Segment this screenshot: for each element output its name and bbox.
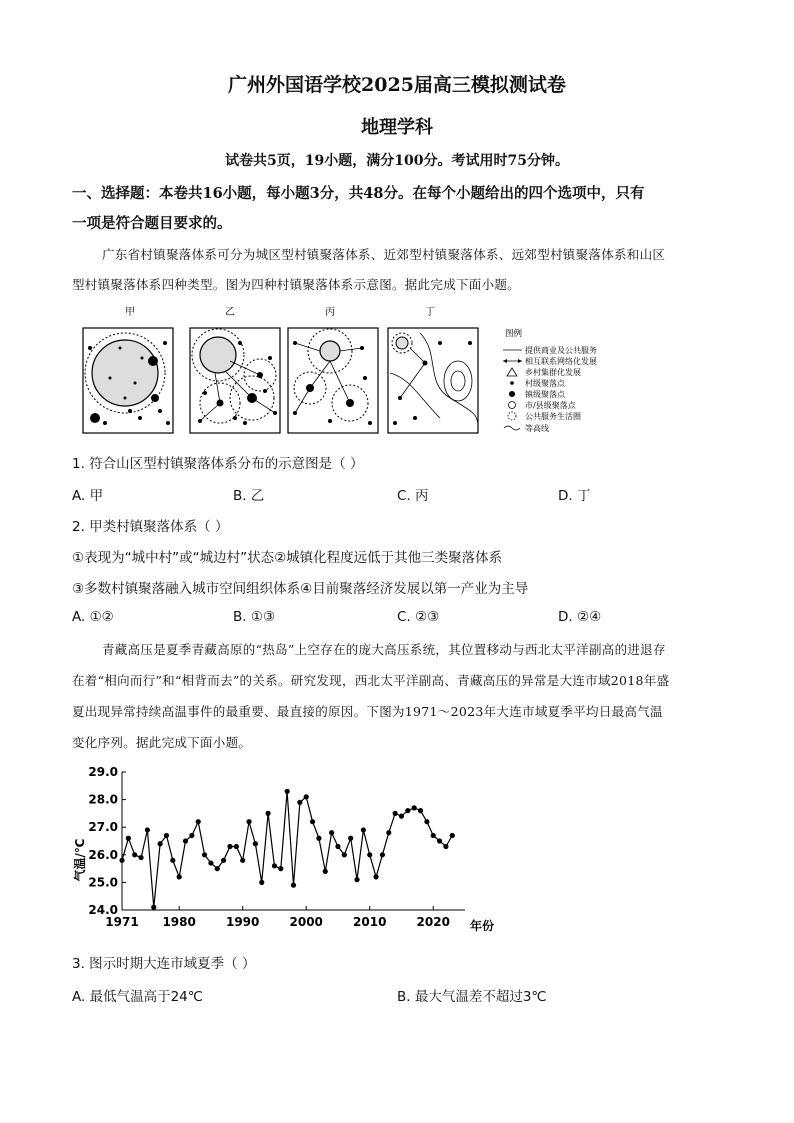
chart-axes — [122, 772, 465, 910]
data-point — [126, 836, 131, 841]
data-point — [158, 841, 163, 846]
x-axis-label: 年份 — [470, 919, 495, 933]
diagram-bing — [288, 328, 378, 433]
q1-option-a[interactable]: A. 甲 — [72, 488, 104, 504]
data-point — [259, 880, 264, 885]
data-point — [304, 794, 309, 799]
q2-statement-line1: ①表现为“城中村”或“城边村”状态②城镇化程度远低于其他三类聚落体系 — [72, 550, 503, 566]
settlement-diagram — [80, 303, 640, 448]
passage2-line3: 夏出现异常持续高温事件的最重要、最直接的原因。下图为1971～2023年大连市域夏季平均日最高气温 — [72, 704, 663, 719]
data-point — [335, 844, 340, 849]
data-point — [253, 841, 258, 846]
q1-option-b[interactable]: B. 乙 — [233, 488, 265, 504]
data-point — [227, 844, 232, 849]
data-point — [373, 874, 378, 879]
subject-title: 地理学科 — [361, 117, 433, 138]
x-tick-label: 2000 — [289, 915, 323, 929]
section-heading: 一、选择题：本卷共16小题，每小题3分，共48分。在每个小题给出的四个选项中，只有 — [72, 185, 645, 202]
q1-option-c[interactable]: C. 丙 — [397, 488, 429, 504]
y-axis-label: 气温/℃ — [73, 838, 87, 882]
data-point — [367, 852, 372, 857]
x-tick-label: 1980 — [162, 915, 196, 929]
data-point — [323, 869, 328, 874]
x-tick-label: 2020 — [416, 915, 450, 929]
y-tick-label: 25.0 — [88, 875, 118, 890]
data-point — [297, 800, 302, 805]
data-point — [399, 814, 404, 819]
data-point — [145, 827, 150, 832]
data-point — [329, 830, 334, 835]
q1-option-d[interactable]: D. 丁 — [558, 488, 591, 504]
data-point — [119, 858, 124, 863]
data-point — [170, 858, 175, 863]
chart-ticks — [88, 765, 450, 929]
legend-item-village: 村级聚落点 — [525, 379, 565, 388]
data-point — [164, 833, 169, 838]
exam-info: 试卷共5页，19小题，满分100分。考试用时75分钟。 — [225, 153, 569, 169]
x-tick-label: 1971 — [105, 915, 139, 929]
data-point — [151, 905, 156, 910]
data-point — [424, 819, 429, 824]
diagram-yi — [190, 328, 280, 433]
data-point — [246, 819, 251, 824]
data-point — [354, 877, 359, 882]
label-jia: 甲 — [125, 307, 135, 318]
passage2-line2: 在着“相向而行”和“相背而去”的关系。研究发现，西北太平洋副高、青藏高压的异常是大连市域2018年盛 — [72, 673, 670, 688]
data-point — [386, 830, 391, 835]
label-bing: 丙 — [325, 307, 335, 318]
data-point — [189, 833, 194, 838]
data-point — [393, 811, 398, 816]
diagram-ding — [388, 328, 478, 433]
legend-item-service: 提供商业及公共服务 — [525, 346, 597, 355]
y-tick-label: 26.0 — [88, 847, 118, 862]
legend-item-city: 市/县级聚落点 — [525, 401, 576, 410]
passage1-line2: 型村镇聚落体系四种类型。图为四种村镇聚落体系示意图。据此完成下面小题。 — [72, 277, 521, 292]
label-yi: 乙 — [225, 307, 235, 318]
data-point — [285, 789, 290, 794]
label-ding: 丁 — [425, 307, 435, 318]
q2-option-b[interactable]: B. ①③ — [233, 609, 276, 625]
data-point — [240, 858, 245, 863]
q3-option-b[interactable]: B. 最大气温差不超过3℃ — [397, 989, 547, 1005]
y-tick-label: 28.0 — [88, 792, 118, 807]
data-point — [132, 852, 137, 857]
section-heading-line2: 一项是符合题目要求的。 — [72, 215, 232, 232]
legend-item-town: 镇级聚落点 — [525, 390, 565, 399]
data-point — [196, 819, 201, 824]
q2-option-d[interactable]: D. ②④ — [558, 609, 602, 625]
data-point — [310, 819, 315, 824]
data-point — [316, 836, 321, 841]
q3-stem: 3. 图示时期大连市域夏季（ ） — [72, 956, 256, 972]
data-point — [412, 805, 417, 810]
q1-stem: 1. 符合山区型村镇聚落体系分布的示意图是（ ） — [72, 456, 364, 472]
data-point — [265, 811, 270, 816]
data-point — [450, 833, 455, 838]
q2-stem: 2. 甲类村镇聚落体系（ ） — [72, 519, 229, 535]
data-point — [221, 858, 226, 863]
data-point — [177, 874, 182, 879]
legend-item-network: 相互联系网络化发展 — [525, 357, 597, 366]
diagram-jia — [83, 328, 173, 433]
data-point — [437, 838, 442, 843]
data-point — [234, 844, 239, 849]
q2-option-a[interactable]: A. ①② — [72, 609, 114, 625]
passage2-line1: 青藏高压是夏季青藏高原的“热岛”上空存在的庞大高压系统，其位置移动与西北太平洋副高的进退存 — [102, 642, 666, 657]
q2-option-c[interactable]: C. ②③ — [397, 609, 440, 625]
data-point — [348, 836, 353, 841]
data-point — [208, 860, 213, 865]
data-point — [183, 838, 188, 843]
data-point — [418, 808, 423, 813]
x-tick-label: 1990 — [225, 915, 260, 929]
data-point — [202, 852, 207, 857]
temperature-line-chart — [70, 760, 510, 938]
y-tick-label: 29.0 — [88, 765, 118, 779]
data-point — [431, 833, 436, 838]
exam-title: 广州外国语学校2025届高三模拟测试卷 — [228, 74, 566, 96]
data-point — [138, 855, 143, 860]
data-point — [380, 852, 385, 857]
series-line — [122, 791, 452, 907]
legend-item-circle: 公共服务生活圈 — [525, 412, 581, 421]
legend-item-cluster: 乡村集群化发展 — [525, 368, 581, 377]
passage1-line1: 广东省村镇聚落体系可分为城区型村镇聚落体系、近郊型村镇聚落体系、远郊型村镇聚落体系和山区 — [102, 247, 666, 262]
data-point — [361, 827, 366, 832]
q3-option-a[interactable]: A. 最低气温高于24℃ — [72, 989, 203, 1005]
data-point — [215, 866, 220, 871]
legend-item-contour: 等高线 — [525, 424, 549, 433]
y-tick-label: 27.0 — [88, 820, 118, 835]
passage2-line4: 变化序列。据此完成下面小题。 — [72, 735, 252, 750]
data-point — [342, 852, 347, 857]
legend — [503, 328, 597, 433]
q2-statement-line2: ③多数村镇聚落融入城市空间组织体系④目前聚落经济发展以第一产业为主导 — [72, 581, 529, 597]
data-point — [405, 808, 410, 813]
y-tick-label: 24.0 — [88, 903, 118, 917]
data-point — [443, 844, 448, 849]
data-point — [272, 863, 277, 868]
x-tick-label: 2010 — [353, 915, 387, 929]
data-point — [278, 866, 283, 871]
legend-title: 图例 — [505, 329, 523, 339]
data-point — [291, 883, 296, 888]
